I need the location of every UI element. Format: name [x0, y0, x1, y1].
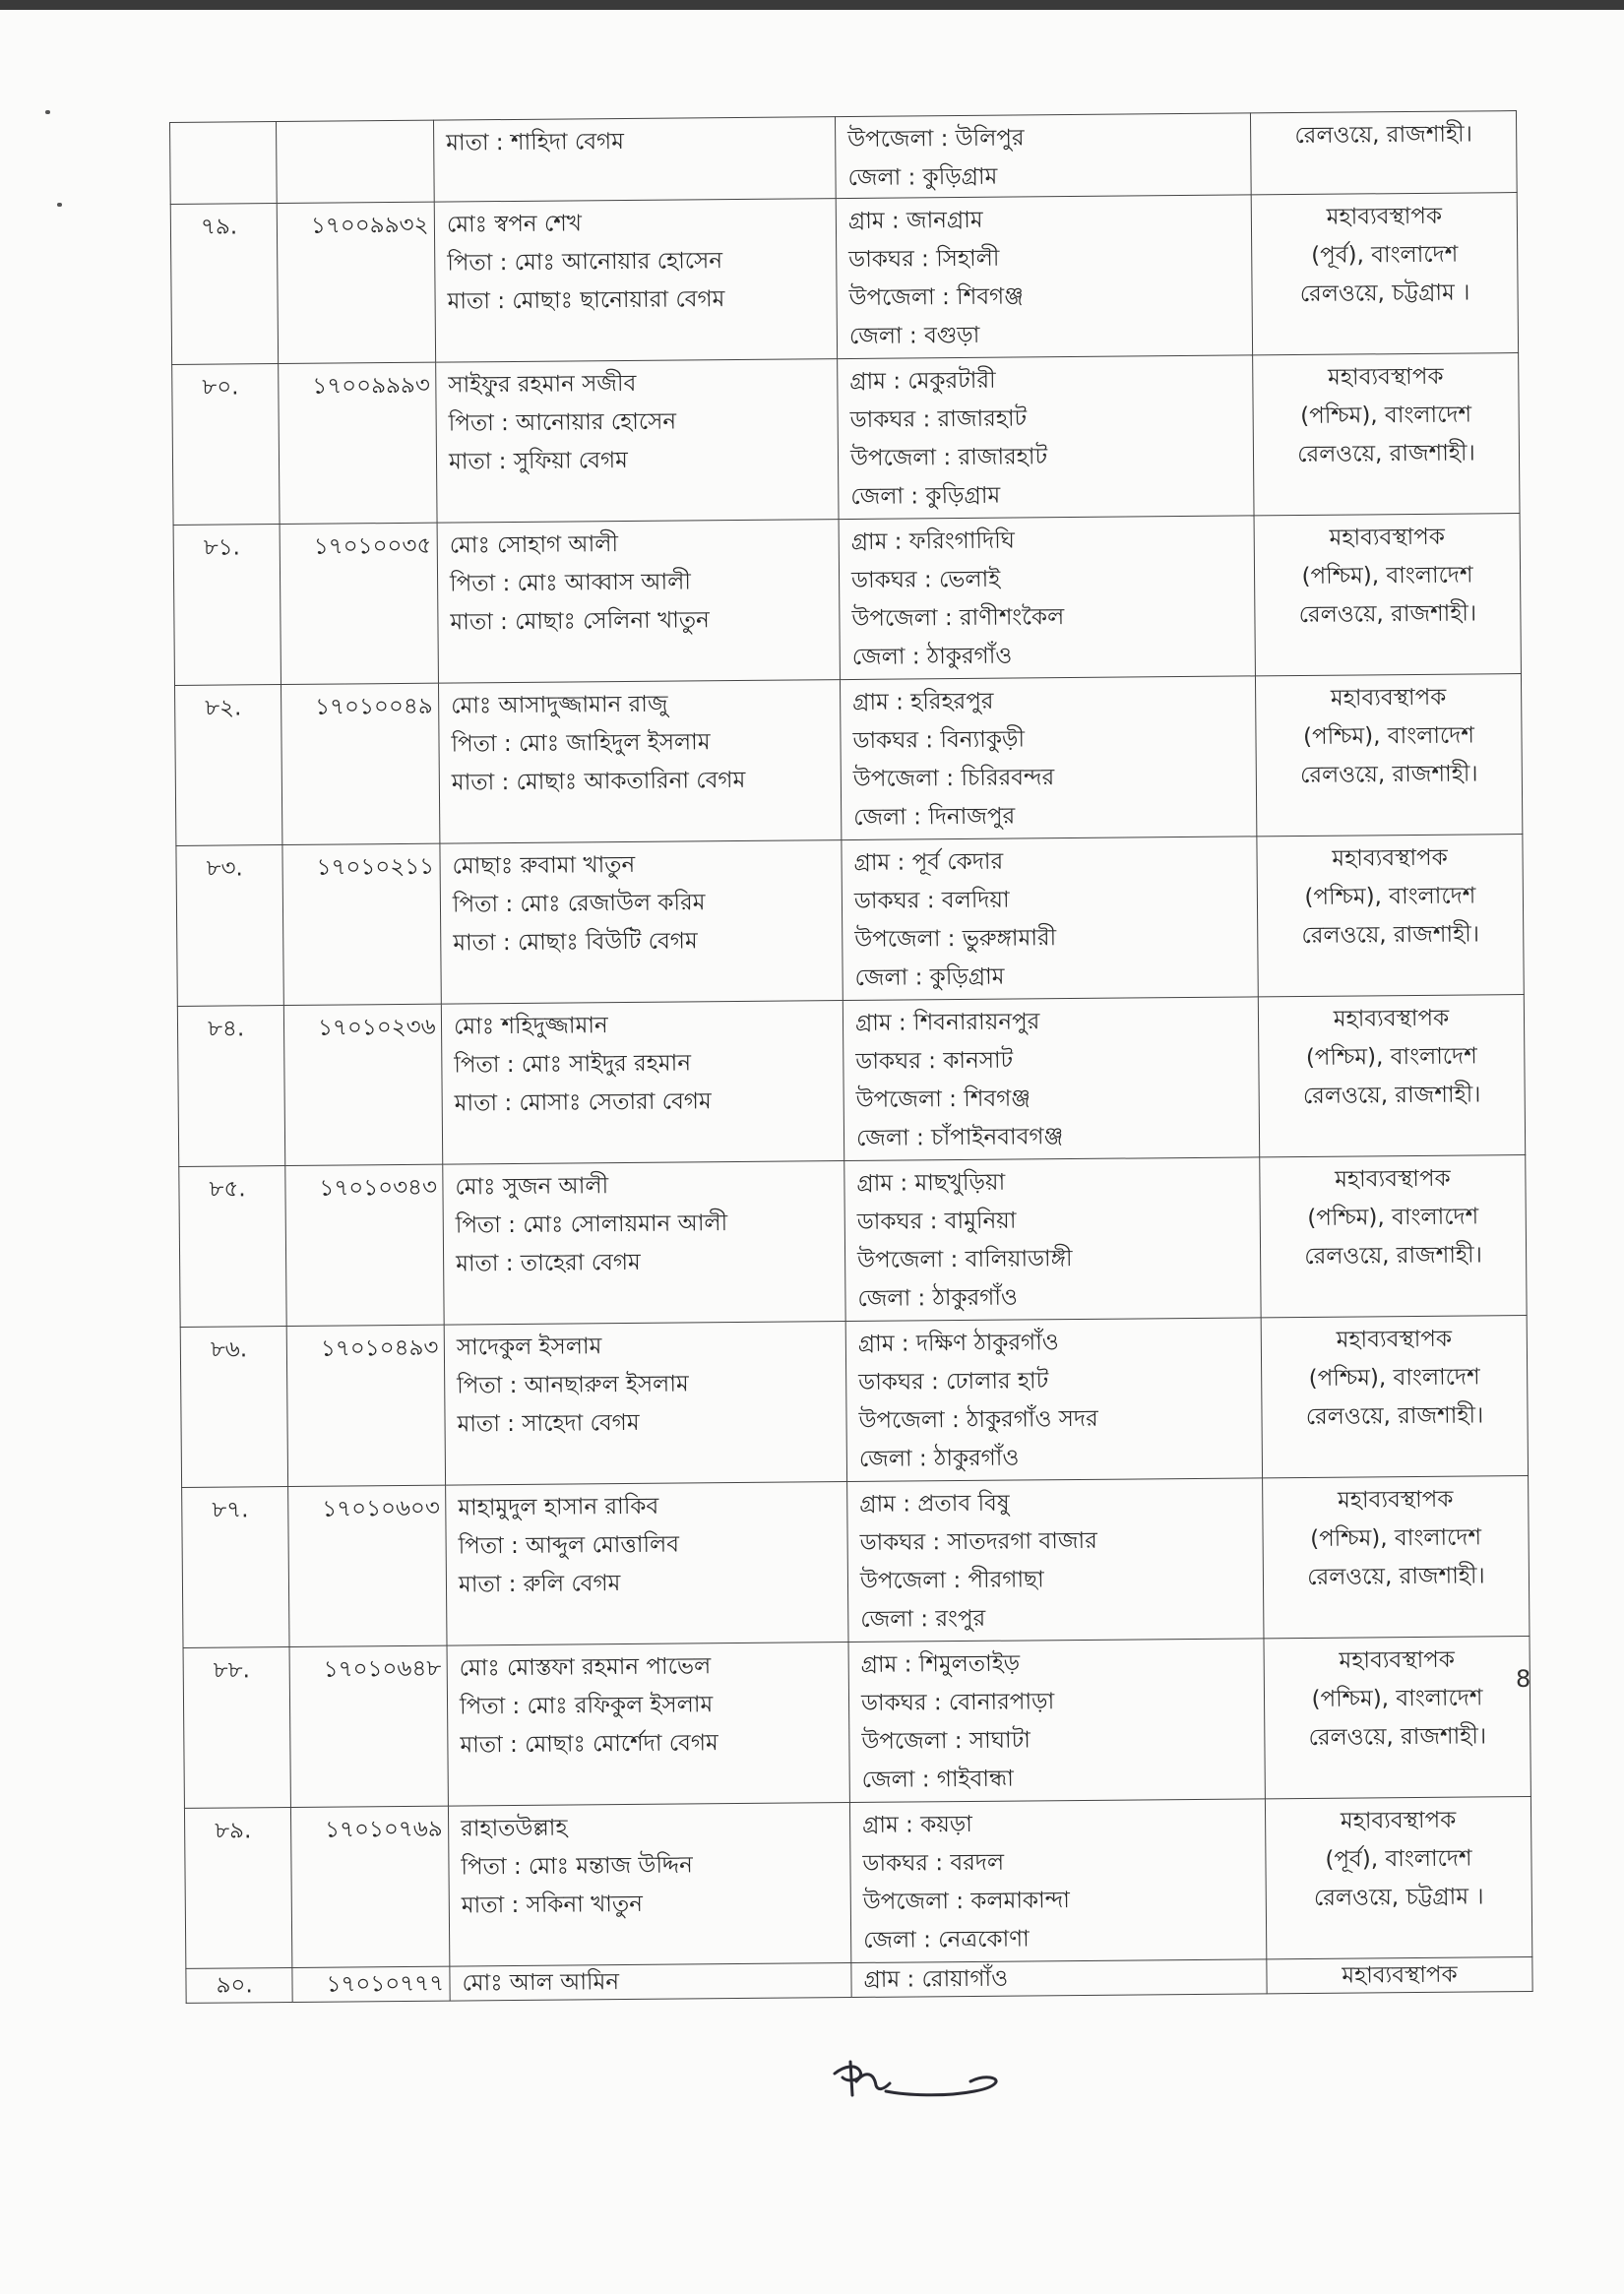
- roll-number-cell: ১৭০০৯৯৯৩: [279, 362, 437, 524]
- address-line: উপজেলা : বালিয়াডাঙ্গী: [857, 1246, 1073, 1273]
- name-line: মাতা : মোছাঃ মোর্শেদা বেগম: [460, 1730, 718, 1759]
- serial-cell: ৮৫.: [179, 1166, 286, 1328]
- scan-speck: [45, 110, 50, 114]
- office-line: (পশ্চিম), বাংলাদেশ: [1305, 1043, 1477, 1071]
- name-line: পিতা : আনোয়ার হোসেন: [448, 408, 677, 437]
- address-line: ডাকঘর : বামুনিয়া: [856, 1208, 1017, 1235]
- name-line: সাইফুর রহমান সজীব: [448, 370, 637, 399]
- office-line: রেলওয়ে, রাজশাহী।: [1297, 440, 1475, 468]
- name-line: মাতা : সকিনা খাতুন: [461, 1891, 644, 1919]
- name-line: মাতা : মোছাঃ বিউটি বেগম: [453, 928, 698, 957]
- office-cell: [1251, 193, 1518, 355]
- office-line: রেলওয়ে, রাজশাহী।: [1302, 1082, 1481, 1109]
- table-row: [172, 353, 1520, 526]
- office-cell: [1255, 674, 1522, 837]
- serial-cell: ৮১.: [173, 525, 281, 686]
- address-line: জেলা : কুড়িগ্রাম: [847, 163, 998, 191]
- roll-number-cell: ১৭০১০০৪৯: [281, 683, 439, 844]
- office-line: মহাব্যবস্থাপক: [1339, 1646, 1456, 1674]
- office-line: মহাব্যবস্থাপক: [1336, 1326, 1453, 1353]
- roll-number-cell: [277, 120, 435, 203]
- address-line: উপজেলা : ভুরুঙ্গামারী: [854, 925, 1057, 953]
- name-line: পিতা : মোঃ আনোয়ার হোসেন: [447, 248, 723, 277]
- address-line: জেলা : দিনাজপুর: [853, 803, 1016, 831]
- office-line: মহাব্যবস্থাপক: [1335, 1165, 1451, 1193]
- name-cell: [437, 520, 840, 684]
- name-line: মোছাঃ রুবামা খাতুন: [452, 851, 636, 880]
- address-line: জেলা : বগুড়া: [848, 322, 980, 349]
- office-cell: [1254, 514, 1521, 676]
- office-line: (পশ্চিম), বাংলাদেশ: [1301, 562, 1473, 589]
- name-line: মোঃ আল আমিন: [462, 1969, 620, 1997]
- address-cell: [851, 1959, 1267, 1998]
- office-line: মহাব্যবস্থাপক: [1333, 1005, 1450, 1032]
- office-line: (পশ্চিম), বাংলাদেশ: [1311, 1685, 1483, 1712]
- address-line: জেলা : কুড়িগ্রাম: [854, 963, 1005, 991]
- name-cell: [446, 1482, 848, 1646]
- office-cell: [1253, 353, 1520, 516]
- name-line: পিতা : আব্দুল মোত্তালিব: [458, 1531, 680, 1560]
- address-cell: [843, 997, 1259, 1161]
- office-line: (পূর্ব), বাংলাদেশ: [1325, 1845, 1472, 1873]
- table-row: [170, 193, 1518, 365]
- office-line: মহাব্যবস্থাপক: [1337, 1486, 1454, 1514]
- name-line: পিতা : মোঃ রফিকুল ইসলাম: [459, 1692, 714, 1720]
- serial-cell: ৮২.: [174, 685, 281, 846]
- name-line: মাতা : শাহিদা বেগম: [446, 128, 625, 156]
- name-cell: [443, 1161, 845, 1326]
- table-row: [183, 1636, 1530, 1808]
- serial-cell: ৮৬.: [180, 1327, 287, 1488]
- office-line: রেলওয়ে, রাজশাহী।: [1307, 1563, 1485, 1590]
- office-cell: [1257, 835, 1524, 997]
- roll-number-cell: ১৭০১০৪৯৩: [286, 1325, 445, 1486]
- office-cell: [1267, 1956, 1532, 1993]
- address-cell: [849, 1799, 1266, 1963]
- address-line: গ্রাম : মেকুরটারী: [849, 367, 996, 395]
- name-cell: [440, 840, 843, 1005]
- address-line: উপজেলা : সাঘাটা: [861, 1727, 1031, 1755]
- office-line: রেলওয়ে, চট্টগ্রাম ।: [1299, 279, 1470, 307]
- serial-cell: ৮০.: [172, 364, 280, 526]
- name-line: মাতা : তাহেরা বেগম: [456, 1249, 641, 1277]
- address-cell: [845, 1318, 1262, 1482]
- office-cell: [1260, 1155, 1527, 1318]
- roll-number-cell: ১৭০১০০৩৫: [280, 523, 438, 684]
- address-line: উপজেলা : উলিপুর: [847, 125, 1025, 153]
- office-line: (পশ্চিম), বাংলাদেশ: [1308, 1364, 1480, 1392]
- name-line: পিতা : মোঃ জাহিদুল ইসলাম: [451, 729, 711, 758]
- serial-cell: ৯০.: [186, 1967, 292, 2003]
- office-cell: [1261, 1316, 1528, 1478]
- office-line: রেলওয়ে, রাজশাহী।: [1304, 1242, 1482, 1270]
- address-cell: [838, 355, 1254, 520]
- office-line: রেলওয়ে, রাজশাহী।: [1298, 600, 1477, 629]
- roll-number-cell: ১৭০১০৭৭৭: [292, 1966, 450, 2002]
- address-line: জেলা : গাইবান্ধা: [861, 1766, 1014, 1793]
- name-line: পিতা : মোঃ সোলায়মান আলী: [455, 1210, 728, 1239]
- name-cell: [433, 117, 836, 203]
- address-line: ডাকঘর : সাতদরগা বাজার: [859, 1527, 1097, 1556]
- name-line: মাতা : মোছাঃ ছানোয়ারা বেগম: [447, 286, 725, 315]
- table-row: [180, 1316, 1528, 1488]
- name-line: পিতা : মোঃ মন্তাজ উদ্দিন: [461, 1852, 693, 1881]
- office-line: মহাব্যবস্থাপক: [1326, 203, 1443, 230]
- address-line: গ্রাম : শিবনারায়নপুর: [854, 1009, 1040, 1036]
- address-line: গ্রাম : শিমুলতাইড়: [860, 1650, 1021, 1678]
- name-line: পিতা : মোঃ আব্বাস আলী: [449, 569, 692, 597]
- page-number: 8: [1516, 1665, 1531, 1693]
- office-line: (পশ্চিম), বাংলাদেশ: [1307, 1204, 1479, 1231]
- address-cell: [848, 1639, 1265, 1803]
- address-line: ডাকঘর : বিন্যাকুড়ী: [852, 726, 1026, 754]
- office-cell: [1265, 1796, 1531, 1958]
- name-line: পিতা : মোঃ রেজাউল করিম: [452, 890, 706, 918]
- serial-cell: ৭৯.: [170, 204, 278, 365]
- table-row: [174, 674, 1522, 846]
- roll-number-cell: ১৭০১০৭৬৯: [290, 1806, 449, 1967]
- name-line: মাতা : মোসাঃ সেতারা বেগম: [454, 1088, 712, 1117]
- table-row: [173, 514, 1521, 686]
- table-row: [176, 835, 1524, 1007]
- name-line: পিতা : মোঃ সাইদুর রহমান: [454, 1050, 692, 1079]
- office-line: (পশ্চিম), বাংলাদেশ: [1302, 722, 1475, 750]
- roll-number-cell: ১৭০১০৬৪৮: [289, 1645, 448, 1807]
- office-line: মহাব্যবস্থাপক: [1340, 1807, 1457, 1834]
- allocation-table: [169, 110, 1533, 2004]
- address-line: গ্রাম : হরিহরপুর: [852, 688, 994, 715]
- address-line: উপজেলা : পীরগাছা: [859, 1567, 1044, 1594]
- address-line: জেলা : ঠাকুরগাঁও: [857, 1284, 1019, 1312]
- office-line: রেলওয়ে, রাজশাহী।: [1305, 1402, 1484, 1430]
- table-row: [182, 1476, 1530, 1648]
- name-line: সাদেকুল ইসলাম: [456, 1333, 602, 1361]
- serial-cell: [170, 122, 278, 205]
- address-line: জেলা : ঠাকুরগাঁও: [851, 643, 1013, 670]
- office-line: মহাব্যবস্থাপক: [1330, 684, 1447, 712]
- address-line: ডাকঘর : ভেলাই: [850, 566, 1001, 593]
- address-line: গ্রাম : রোয়াগাঁও: [863, 1965, 1009, 1993]
- table-row: [170, 111, 1518, 205]
- name-line: পিতা : আনছারুল ইসলাম: [457, 1371, 689, 1399]
- address-line: উপজেলা : ঠাকুরগাঁও সদর: [858, 1405, 1098, 1434]
- address-line: ডাকঘর : সিহালী: [848, 245, 1000, 273]
- name-cell: [436, 359, 839, 524]
- name-line: মাতা : সাহেদা বেগম: [457, 1409, 640, 1438]
- address-line: জেলা : ঠাকুরগাঁও: [858, 1445, 1020, 1472]
- name-line: মাতা : মোছাঃ সেলিনা খাতুন: [450, 607, 710, 636]
- office-line: মহাব্যবস্থাপক: [1342, 1961, 1458, 1989]
- address-cell: [847, 1478, 1264, 1643]
- name-line: মাতা : সুফিয়া বেগম: [448, 447, 628, 475]
- scan-top-edge: [0, 0, 1624, 10]
- roll-number-cell: ১৭০০৯৯৩২: [277, 202, 435, 363]
- address-cell: [844, 1157, 1261, 1322]
- name-line: রাহাতউল্লাহ: [461, 1815, 568, 1842]
- name-line: মোঃ সুজন আলী: [455, 1173, 609, 1201]
- address-line: উপজেলা : রাণীশংকৈল: [851, 604, 1065, 632]
- roll-number-cell: ১৭০১০২১১: [282, 843, 441, 1005]
- table-body: [170, 111, 1533, 2004]
- address-line: উপজেলা : রাজারহাট: [849, 444, 1048, 471]
- address-line: জেলা : চাঁপাইনবাবগঞ্জ: [855, 1124, 1064, 1151]
- office-line: রেলওয়ে, রাজশাহী।: [1308, 1723, 1487, 1751]
- address-line: জেলা : নেত্রকোণা: [863, 1926, 1030, 1953]
- address-line: উপজেলা : কলমাকান্দা: [862, 1888, 1071, 1915]
- roll-number-cell: ১৭০১০৩৪৩: [285, 1164, 444, 1326]
- signature: [827, 2052, 1014, 2111]
- name-cell: [434, 199, 837, 363]
- name-line: মাতা : রুলি বেগম: [458, 1571, 621, 1598]
- name-cell: [444, 1322, 846, 1486]
- scan-speck: [57, 203, 62, 207]
- address-cell: [835, 113, 1251, 199]
- address-cell: [839, 516, 1255, 680]
- roll-number-cell: ১৭০১০২৩৬: [283, 1004, 442, 1165]
- office-line: (পশ্চিম), বাংলাদেশ: [1304, 883, 1476, 910]
- serial-cell: ৮৭.: [182, 1487, 289, 1648]
- office-line: রেলওয়ে, চট্টগ্রাম ।: [1313, 1884, 1484, 1911]
- office-cell: [1250, 111, 1517, 195]
- address-line: জেলা : রংপুর: [860, 1605, 986, 1633]
- office-line: রেলওয়ে, রাজশাহী।: [1299, 761, 1478, 788]
- serial-cell: ৮৪.: [177, 1006, 284, 1167]
- name-line: মোঃ শহিদুজ্জামান: [453, 1013, 608, 1040]
- name-cell: [441, 1001, 843, 1165]
- address-line: গ্রাম : দক্ষিণ ঠাকুরগাঁও: [857, 1330, 1059, 1357]
- address-line: গ্রাম : পূর্ব কেদার: [853, 848, 1004, 876]
- name-line: মোঃ সোহাগ আলী: [449, 531, 619, 559]
- name-line: মাহামুদুল হাসান রাকিব: [458, 1493, 659, 1521]
- roll-number-cell: ১৭০১০৬০৩: [288, 1485, 447, 1646]
- office-line: রেলওয়ে, রাজশাহী।: [1301, 921, 1480, 949]
- address-line: গ্রাম : জানগ্রাম: [847, 207, 983, 234]
- office-cell: [1263, 1476, 1530, 1639]
- office-line: (পশ্চিম), বাংলাদেশ: [1300, 402, 1472, 429]
- address-line: গ্রাম : প্রতাব বিষু: [859, 1490, 1010, 1518]
- office-line: রেলওয়ে, রাজশাহী।: [1294, 121, 1473, 150]
- name-cell: [448, 1803, 850, 1967]
- address-line: ডাকঘর : বলদিয়া: [853, 887, 1010, 914]
- address-line: ডাকঘর : ঢোলার হাট: [858, 1368, 1049, 1395]
- address-cell: [842, 837, 1258, 1001]
- address-line: গ্রাম : কয়ড়া: [862, 1811, 973, 1838]
- office-line: মহাব্যবস্থাপক: [1327, 363, 1444, 391]
- office-cell: [1258, 995, 1525, 1157]
- address-line: ডাকঘর : রাজারহাট: [849, 405, 1028, 433]
- address-line: গ্রাম : মাছখুড়িয়া: [856, 1169, 1006, 1197]
- address-line: ডাকঘর : কানসাট: [855, 1047, 1014, 1075]
- name-line: মোঃ স্বপন শেখ: [446, 211, 583, 238]
- office-line: (পূর্ব), বাংলাদেশ: [1311, 241, 1459, 269]
- address-cell: [836, 195, 1252, 359]
- name-line: মোঃ আসাদুজ্জামান রাজু: [451, 691, 668, 719]
- address-cell: [840, 676, 1256, 840]
- address-line: উপজেলা : শিবগঞ্জ: [848, 283, 1024, 311]
- table-row: [179, 1155, 1527, 1328]
- serial-cell: ৮৮.: [183, 1646, 290, 1808]
- name-line: মাতা : মোছাঃ আকতারিনা বেগম: [451, 767, 746, 796]
- address-line: ডাকঘর : বোনারপাড়া: [860, 1689, 1055, 1716]
- address-line: গ্রাম : ফরিংগাদিঘি: [850, 527, 1016, 555]
- office-line: (পশ্চিম), বাংলাদেশ: [1310, 1524, 1482, 1552]
- name-cell: [450, 1963, 851, 2002]
- address-line: জেলা : কুড়িগ্রাম: [850, 482, 1001, 510]
- table-row: [177, 995, 1525, 1167]
- name-cell: [438, 680, 841, 844]
- table-row: [184, 1796, 1531, 1968]
- address-line: ডাকঘর : বরদল: [862, 1849, 1005, 1877]
- serial-cell: ৮৯.: [184, 1807, 291, 1968]
- name-cell: [447, 1643, 849, 1807]
- name-line: মোঃ মোস্তফা রহমান পাভেল: [459, 1653, 712, 1682]
- address-line: উপজেলা : চিরিরবন্দর: [852, 765, 1055, 792]
- address-line: উপজেলা : শিবগঞ্জ: [855, 1085, 1031, 1113]
- office-line: মহাব্যবস্থাপক: [1329, 524, 1446, 551]
- office-cell: [1264, 1636, 1530, 1798]
- serial-cell: ৮৩.: [176, 845, 283, 1007]
- office-line: মহাব্যবস্থাপক: [1332, 844, 1448, 872]
